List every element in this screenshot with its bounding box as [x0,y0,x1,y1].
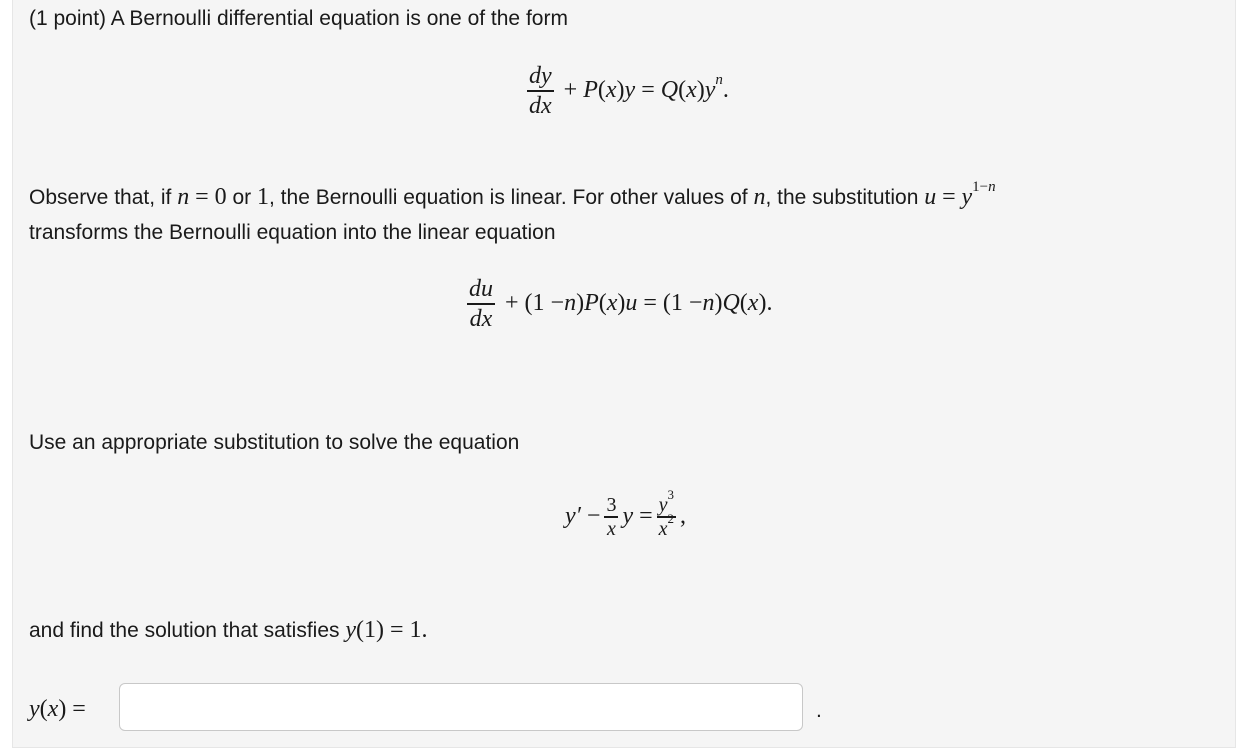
problem-intro: (1 point) A Bernoulli differential equation is one of the form [29,7,568,30]
find-solution-text: and find the solution that satisfies y(1) = 1. [29,617,428,643]
linear-equation: $\frac{du}{dx}$ + (1 − n ) P ( x ) u = (1 − n ) Q ( x ). [469,276,773,332]
trailing-period: . [816,699,822,722]
bernoulli-form-equation: $\frac{dy}{dx}$ + P ( x ) y = Q ( x ) $y^n$ . [529,63,729,119]
use-substitution-text: Use an appropriate substitution to solve the equation [29,431,520,454]
observe-text: Observe that, if n = 0 or 1, the Bernoulli equation is linear. For other values of n, the substitution $u = y^{1-n}$ [29,179,996,210]
answer-label: y(x) = [29,696,86,722]
problem-card [12,0,1236,748]
given-equation: y′ − $\frac{3}{x}$ y = $\frac{y^3}{x^2}$ , [565,487,687,540]
answer-input[interactable] [119,683,803,731]
transforms-text: transforms the Bernoulli equation into the linear equation [29,221,556,244]
